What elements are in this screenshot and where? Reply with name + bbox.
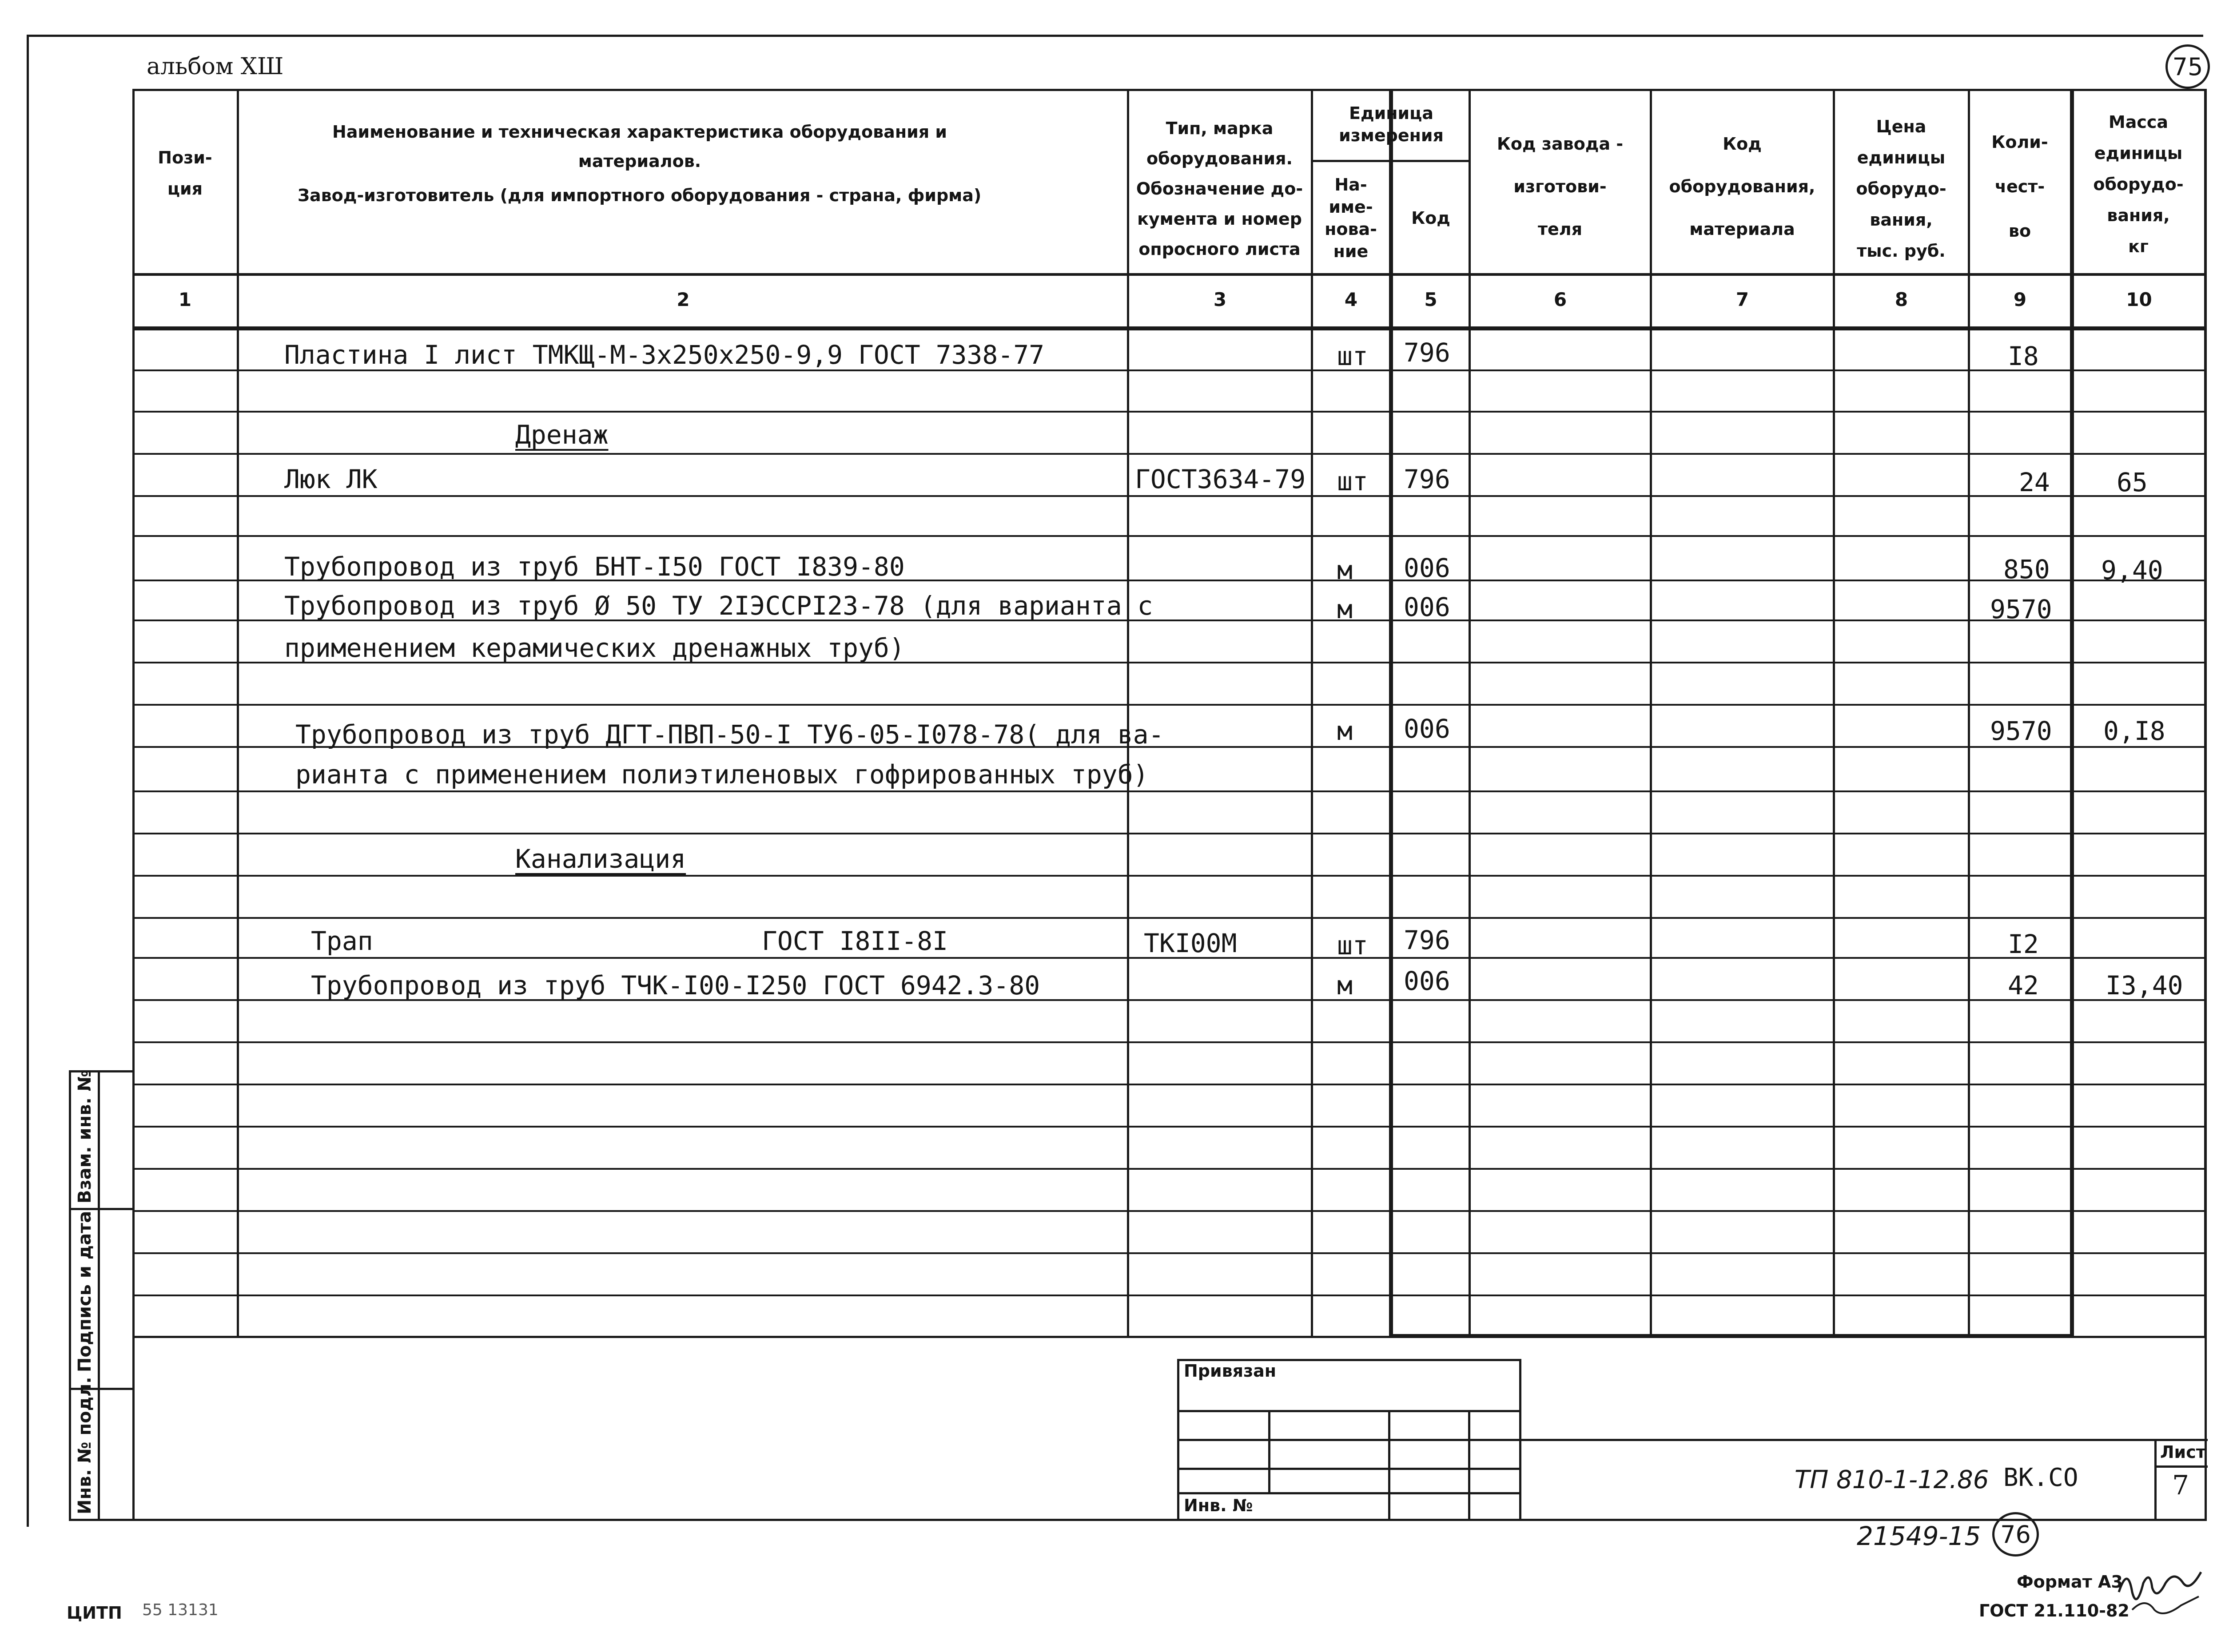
row-code: 796	[1404, 338, 1450, 368]
album-title: альбом XШ	[147, 53, 284, 80]
row-qty: I8	[2008, 341, 2039, 371]
row-line	[132, 790, 2207, 792]
col-line	[1650, 89, 1652, 1337]
header-name-line1: Наименование и техническая характеристика оборудования и материалов.	[332, 122, 947, 171]
header-unit-name: На- име- нова- ние	[1325, 175, 1377, 261]
side-divider	[98, 1070, 100, 1521]
row-line	[132, 411, 2207, 413]
col-line	[1311, 89, 1313, 1337]
doc-code: ТП 810-1-12.86	[1795, 1465, 1989, 1494]
stamp-privyazan: Привязан	[1184, 1361, 1277, 1381]
col-number: 7	[1735, 289, 1749, 310]
row-name: Трубопровод из труб Ø 50 ТУ 2IЭССРI23-78 (для варианта с	[284, 591, 1153, 621]
sheet-box-mid	[2154, 1465, 2208, 1468]
row-name: Трап	[311, 926, 373, 956]
side-label-podpis: Подпись и дата	[75, 1211, 95, 1372]
header-position: Пози- ция	[158, 148, 212, 199]
table-body-bottom	[132, 1336, 2207, 1338]
row-line	[132, 704, 2207, 706]
row-code: 006	[1404, 592, 1450, 622]
row-unit: м	[1337, 555, 1353, 585]
row-line	[132, 875, 2207, 877]
row-unit: шт	[1337, 930, 1368, 961]
header-equip-code: Код оборудования, материала	[1669, 134, 1815, 239]
row-line	[132, 917, 2207, 919]
title-block-top	[1521, 1439, 2208, 1441]
col-line	[237, 89, 239, 1337]
row-line	[132, 453, 2207, 455]
row-gost: ГОСТ I8II-8I	[762, 926, 948, 956]
col-line	[2204, 89, 2206, 1337]
doc-suffix: ВК.СО	[2003, 1463, 2078, 1492]
unit-sub-line	[1311, 160, 1471, 162]
row-line	[132, 1084, 2207, 1085]
numbers-bottom	[132, 326, 2207, 330]
page-badge: 75	[2165, 44, 2210, 89]
row-mass: 9,40	[2101, 555, 2163, 585]
col-line	[2070, 89, 2074, 1337]
header-type: Тип, марка оборудования. Обозначение до- кумента и номер опросного листа	[1136, 119, 1303, 259]
sheet-box-left	[2154, 1439, 2157, 1521]
row-code: 006	[1404, 714, 1450, 744]
col-number: 3	[1213, 289, 1227, 310]
header-plant-code: Код завода - изготови- теля	[1497, 134, 1624, 239]
stamp-inv: Инв. №	[1184, 1496, 1253, 1515]
row-line	[132, 495, 2207, 497]
row-unit: шт	[1337, 466, 1368, 496]
row-name: Пластина I лист ТМКЩ-М-3х250х250-9,9 ГОСТ 7338-77	[284, 340, 1045, 370]
row-line	[132, 1126, 2207, 1128]
row-name: Люк ЛК	[284, 464, 378, 494]
row-unit: м	[1337, 594, 1353, 624]
cipt-number: 55 13131	[142, 1601, 219, 1619]
col-number: 4	[1344, 289, 1358, 310]
header-mass: Масса единицы оборудо- вания, кг	[2093, 112, 2184, 256]
row-unit: м	[1337, 970, 1353, 1001]
row-name: Трубопровод из труб БНТ-I50 ГОСТ I839-80	[284, 552, 905, 582]
row-code: 006	[1404, 966, 1450, 996]
circle-number: 76	[1992, 1512, 2039, 1557]
row-qty: 9570	[1990, 594, 2052, 624]
row-qty: 9570	[1990, 716, 2052, 746]
frame-top	[27, 35, 2203, 37]
row-qty: 24	[2019, 467, 2050, 497]
row-line	[132, 1168, 2207, 1170]
header-bottom	[132, 273, 2207, 276]
header-unit: Единица измерения	[1339, 103, 1444, 145]
side-label-inv: Инв. № подл.	[75, 1377, 95, 1514]
row-name: Трубопровод из труб ТЧК-I00-I250 ГОСТ 6942.3-80	[311, 970, 1040, 1001]
section-title: Дренаж	[515, 420, 609, 450]
row-mass: 65	[2117, 467, 2148, 497]
row-mass: 0,I8	[2103, 716, 2165, 746]
row-mass: I3,40	[2106, 970, 2183, 1001]
stamp-v	[1268, 1410, 1270, 1492]
header-name-line2: Завод-изготовитель (для импортного оборудования - страна, фирма)	[298, 186, 982, 205]
sheet-number: 7	[2172, 1470, 2189, 1501]
col-number: 1	[178, 289, 192, 310]
row-line	[132, 1210, 2207, 1212]
header-unit-code: Код	[1411, 208, 1450, 228]
row-line	[132, 1252, 2207, 1254]
row-type: ГОСТ3634-79	[1135, 464, 1306, 494]
header-price: Цена единицы оборудо- вания, тыс. руб.	[1856, 117, 1946, 261]
col-line	[1389, 89, 1393, 1337]
row-name: рианта с применением полиэтиленовых гофрированных труб)	[295, 759, 1149, 790]
cipt-label: ЦИТП	[67, 1603, 122, 1623]
format-label: Формат А3	[2017, 1572, 2123, 1592]
row-unit: шт	[1337, 341, 1368, 371]
row-line	[132, 535, 2207, 537]
row-code: 796	[1404, 925, 1450, 955]
col-line	[1833, 89, 1835, 1337]
side-label-vzam: Взам. инв. №	[75, 1070, 95, 1203]
col-line	[1968, 89, 1970, 1337]
stamp-v	[1468, 1410, 1470, 1521]
header-qty: Коли- чест- во	[1991, 132, 2048, 241]
col-number: 9	[2013, 289, 2027, 310]
row-name: Трубопровод из труб ДГТ-ПВП-50-I ТУ6-05-I078-78( для ва-	[295, 719, 1164, 750]
row-type: ТКI00М	[1144, 928, 1237, 958]
signature	[2114, 1557, 2208, 1623]
frame-left	[27, 35, 29, 1527]
col-number: 5	[1424, 289, 1437, 310]
row-code: 796	[1404, 464, 1450, 494]
row-line	[132, 1041, 2207, 1043]
stamp-v	[1388, 1410, 1390, 1521]
row-name: применением керамических дренажных труб)	[284, 633, 905, 663]
row-qty: 42	[2008, 970, 2039, 1001]
col-number: 6	[1553, 289, 1567, 310]
handwritten-number: 21549-15	[1857, 1521, 1981, 1551]
col-number: 2	[677, 289, 690, 310]
col-number: 8	[1895, 289, 1908, 310]
col-line	[1469, 89, 1471, 1337]
side-h1	[69, 1208, 135, 1210]
row-line	[132, 833, 2207, 834]
sheet-label: Лист	[2160, 1442, 2206, 1462]
col-line	[1127, 89, 1129, 1337]
gost-label: ГОСТ 21.110-82	[1979, 1601, 2129, 1620]
row-unit: м	[1337, 716, 1353, 746]
section-title: Канализация	[515, 844, 686, 874]
row-line	[132, 1295, 2207, 1296]
row-qty: 850	[2003, 554, 2050, 584]
row-code: 006	[1404, 553, 1450, 583]
col-number: 10	[2126, 289, 2152, 310]
row-qty: I2	[2008, 929, 2039, 959]
